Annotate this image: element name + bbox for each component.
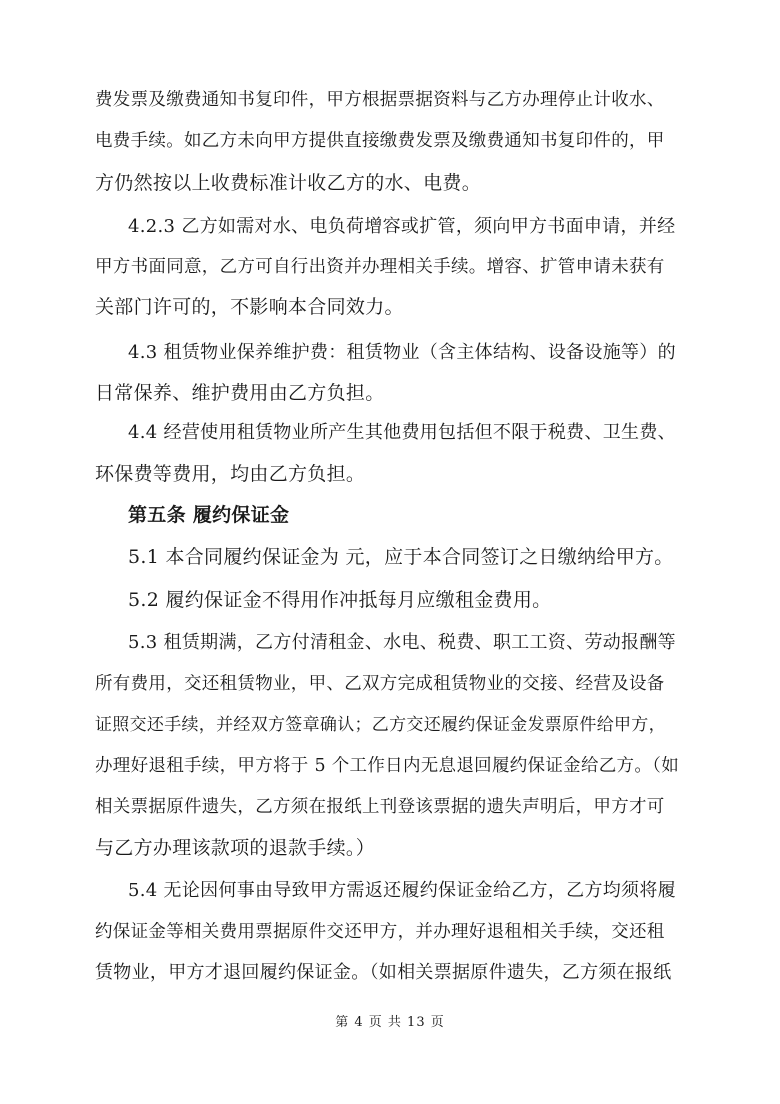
page-number: 第 4 页 共 13 页	[335, 1015, 445, 1030]
text-line: 办理好退租手续，甲方将于 5 个工作日内无息退回履约保证金给乙方。（如	[95, 756, 680, 776]
text-line: 相关票据原件遗失，乙方须在报纸上刊登该票据的遗失声明后，甲方才可	[95, 797, 665, 817]
text-line: 与乙方办理该款项的退款手续。）	[95, 837, 376, 859]
text-line: 5.2 履约保证金不得用作冲抵每月应缴租金费用。	[128, 589, 552, 611]
text-line: 电费手续。如乙方未向甲方提供直接缴费发票及缴费通知书复印件的，甲	[95, 131, 665, 151]
text-line: 5.1 本合同履约保证金为 元，应于本合同签订之日缴纳给甲方。	[128, 546, 674, 568]
text-line: 4.4 经营使用租赁物业所产生其他费用包括但不限于税费、卫生费、	[128, 422, 676, 443]
text-line: 环保费等费用，均由乙方负担。	[95, 463, 366, 485]
text-line: 4.3 租赁物业保养维护费：租赁物业（含主体结构、设备设施等）的	[128, 342, 676, 363]
text-line: 方仍然按以上收费标准计收乙方的水、电费。	[95, 172, 482, 194]
text-line: 关部门许可的，不影响本合同效力。	[95, 296, 404, 318]
section-heading: 第五条 履约保证金	[128, 504, 290, 526]
text-line: 约保证金等相关费用票据原件交还甲方，并办理好退租相关手续，交还租	[95, 922, 665, 942]
text-line: 4.2.3 乙方如需对水、电负荷增容或扩管，须向甲方书面申请，并经	[128, 216, 676, 237]
text-line: 赁物业，甲方才退回履约保证金。（如相关票据原件遗失，乙方须在报纸	[95, 962, 672, 983]
text-line: 证照交还手续，并经双方签章确认；乙方交还履约保证金发票原件给甲方，	[95, 715, 666, 735]
text-line: 甲方书面同意，乙方可自行出资并办理相关手续。增容、扩管申请未获有	[95, 257, 665, 277]
text-line: 日常保养、维护费用由乙方负担。	[95, 382, 385, 404]
text-line: 5.4 无论因何事由导致甲方需返还履约保证金给乙方，乙方均须将履	[128, 880, 676, 901]
text-line: 5.3 租赁期满，乙方付清租金、水电、税费、职工工资、劳动报酬等	[128, 632, 676, 653]
text-line: 费发票及缴费通知书复印件，甲方根据票据资料与乙方办理停止计收水、	[95, 90, 665, 110]
text-line: 所有费用，交还租赁物业，甲、乙双方完成租赁物业的交接、经营及设备	[95, 674, 665, 694]
